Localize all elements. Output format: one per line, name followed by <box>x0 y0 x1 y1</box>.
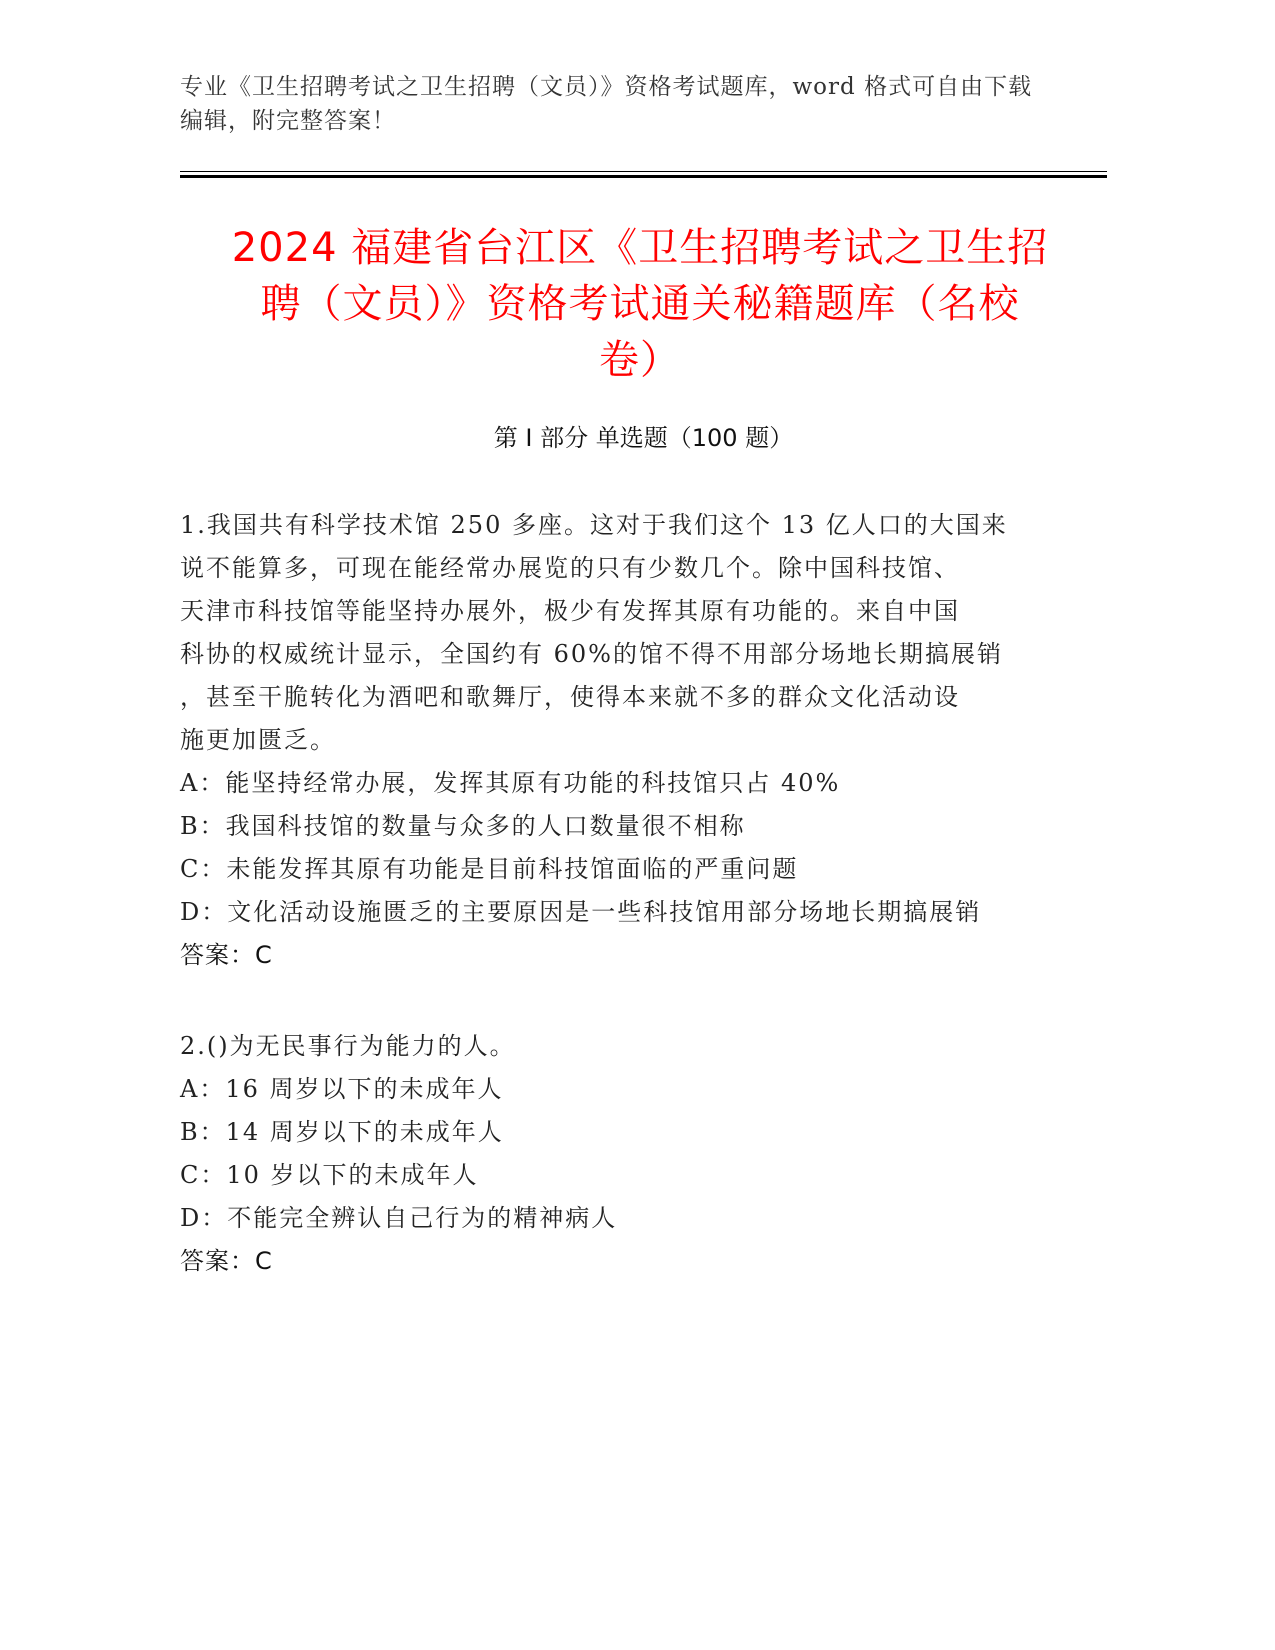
title-line-3: 卷） <box>599 337 681 383</box>
question-stem-line: 1.我国共有科学技术馆 250 多座。这对于我们这个 13 亿人口的大国来 <box>180 511 1008 539</box>
question-1-option-b: B：我国科技馆的数量与众多的人口数量很不相称 <box>180 812 746 840</box>
question-stem-line: 天津市科技馆等能坚持办展外，极少有发挥其原有功能的。来自中国 <box>180 597 960 625</box>
question-2-option-c: C：10 岁以下的未成年人 <box>180 1161 479 1189</box>
question-2-option-d: D：不能完全辨认自己行为的精神病人 <box>180 1204 618 1232</box>
question-1-option-a: A：能坚持经常办展，发挥其原有功能的科技馆只占 40% <box>180 769 841 797</box>
question-2-option-a: A：16 周岁以下的未成年人 <box>180 1075 504 1103</box>
question-stem-line: 2.()为无民事行为能力的人。 <box>180 1032 516 1060</box>
document-title <box>175 220 1105 388</box>
question-1-stem <box>180 504 1080 762</box>
question-1-answer: 答案：C <box>180 941 273 969</box>
header-rule-thick <box>180 175 1107 178</box>
title-line-2: 聘（文员）》资格考试通关秘籍题库（名校 <box>260 281 1020 327</box>
question-stem-line: ，甚至干脆转化为酒吧和歌舞厅，使得本来就不多的群众文化活动设 <box>180 683 960 711</box>
question-stem-line: 说不能算多，可现在能经常办展览的只有少数几个。除中国科技馆、 <box>180 554 960 582</box>
question-2 <box>180 1025 1080 1283</box>
question-2-option-b: B：14 周岁以下的未成年人 <box>180 1118 504 1146</box>
question-1-option-c: C：未能发挥其原有功能是目前科技馆面临的严重问题 <box>180 855 799 883</box>
question-1-option-d: D：文化活动设施匮乏的主要原因是一些科技馆用部分场地长期搞展销 <box>180 898 982 926</box>
question-1 <box>180 504 1080 977</box>
header-rule-thin <box>180 171 1107 172</box>
question-2-answer: 答案：C <box>180 1247 273 1275</box>
title-line-1: 2024 福建省台江区《卫生招聘考试之卫生招 <box>231 225 1049 271</box>
question-stem-line: 科协的权威统计显示，全国约有 60%的馆不得不用部分场地长期搞展销 <box>180 640 1003 668</box>
header-note-line-2: 编辑，附完整答案！ <box>180 108 396 134</box>
question-stem-line: 施更加匮乏。 <box>180 726 336 754</box>
header-note-line-1: 专业《卫生招聘考试之卫生招聘（文员）》资格考试题库，word 格式可自由下载 <box>180 74 1033 100</box>
question-2-stem <box>180 1025 1080 1068</box>
section-heading: 第 I 部分 单选题（100 题） <box>493 424 794 452</box>
header-note <box>180 70 1110 138</box>
